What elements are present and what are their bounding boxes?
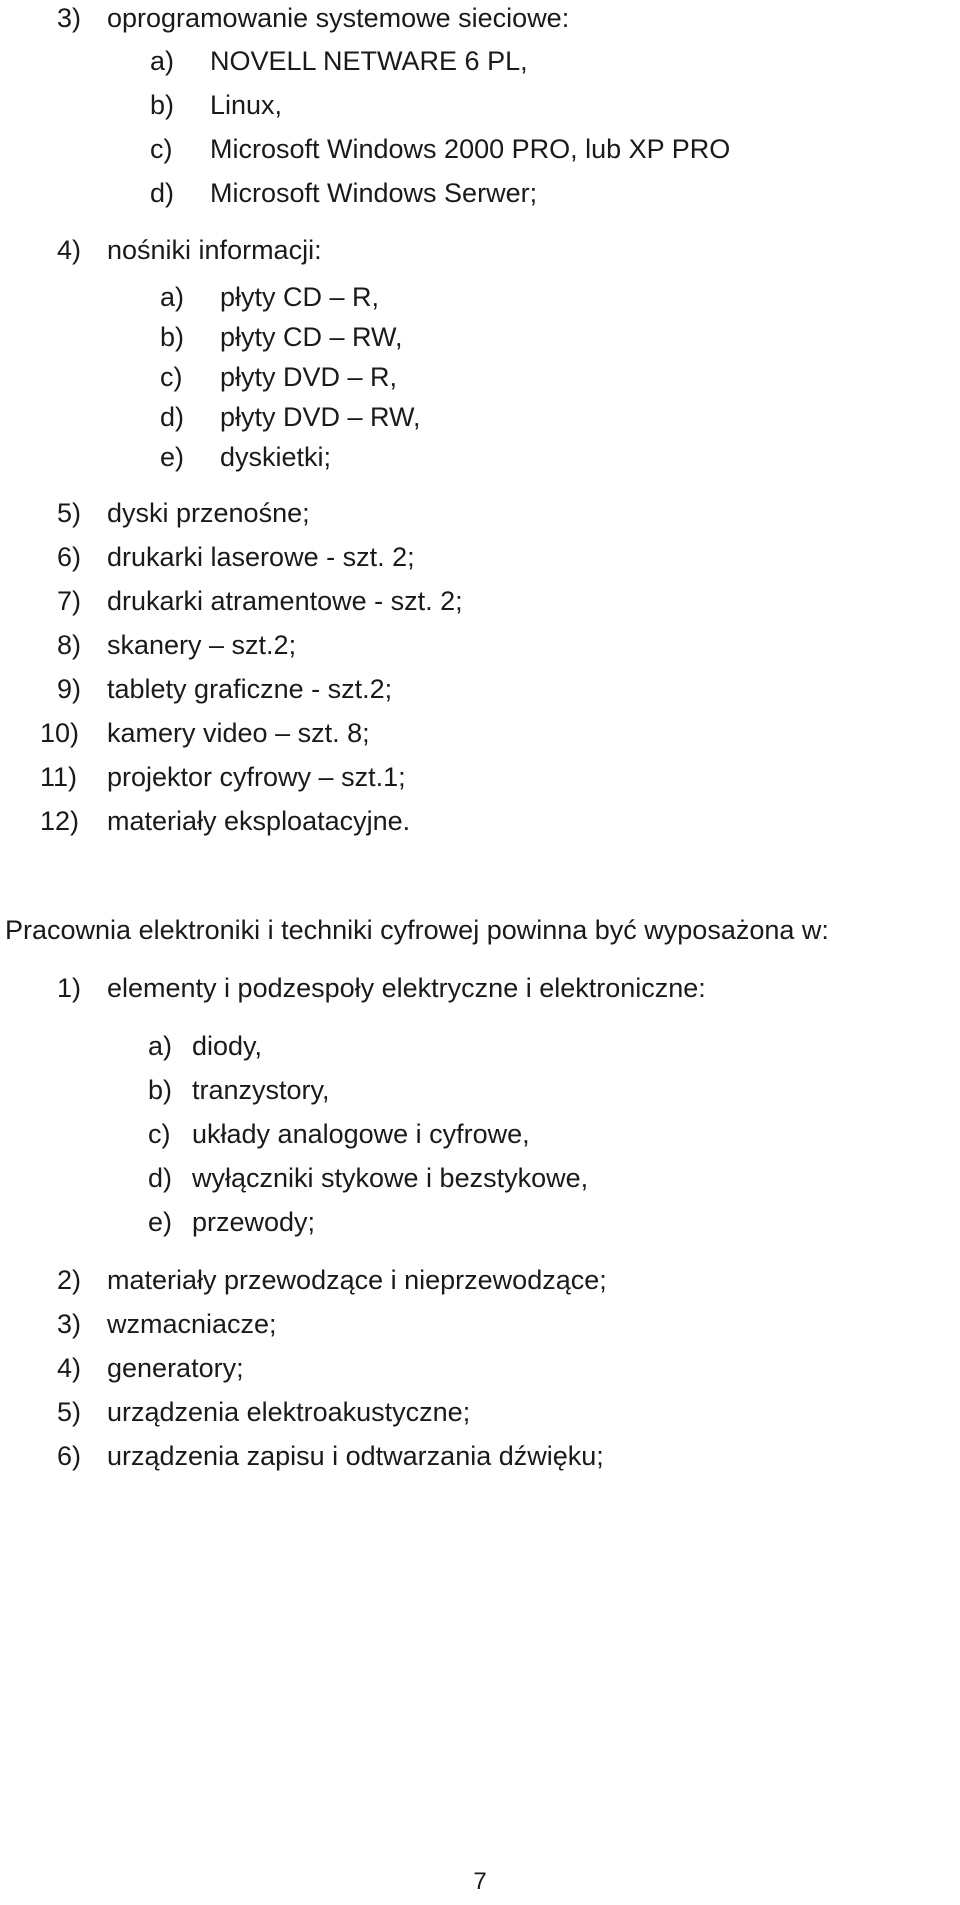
sub-letter: e) <box>148 1207 173 1237</box>
list-text: tablety graficzne - szt.2; <box>107 674 393 704</box>
list-number: 3) <box>57 1309 82 1339</box>
list-number: 1) <box>57 973 82 1003</box>
list-text: drukarki atramentowe - szt. 2; <box>107 586 463 616</box>
sub-text: tranzystory, <box>192 1075 330 1105</box>
page-number: 7 <box>473 1868 487 1895</box>
sub-text: układy analogowe i cyfrowe, <box>192 1119 530 1149</box>
list-text: skanery – szt.2; <box>107 630 297 660</box>
sub-text: wyłączniki stykowe i bezstykowe, <box>192 1163 589 1193</box>
sub-letter: c) <box>148 1119 171 1149</box>
sub-text: przewody; <box>192 1207 316 1237</box>
list-number: 7) <box>57 586 82 616</box>
list-label: oprogramowanie systemowe sieciowe: <box>107 3 570 33</box>
list-number: 9) <box>57 674 82 704</box>
sub-letter: e) <box>160 442 185 472</box>
list-number: 11) <box>40 762 78 792</box>
sub-letter: d) <box>150 178 175 208</box>
list-label: nośniki informacji: <box>107 235 322 265</box>
sub-letter: b) <box>160 322 185 352</box>
list-number: 6) <box>57 1441 82 1471</box>
list-text: materiały eksploatacyjne. <box>107 806 411 836</box>
list-text: urządzenia elektroakustyczne; <box>107 1397 471 1427</box>
section-intro-paragraph: Pracownia elektroniki i techniki cyfrowej powinna być wyposażona w: <box>5 915 829 945</box>
sub-text: Microsoft Windows Serwer; <box>210 178 538 208</box>
sub-text: Linux, <box>210 90 283 120</box>
sub-text: płyty DVD – RW, <box>220 402 421 432</box>
sub-text: NOVELL NETWARE 6 PL, <box>210 46 528 76</box>
list-number: 4) <box>57 235 82 265</box>
sub-text: diody, <box>192 1031 263 1061</box>
list-number: 5) <box>57 498 82 528</box>
list-number: 4) <box>57 1353 82 1383</box>
list-text: urządzenia zapisu i odtwarzania dźwięku; <box>107 1441 604 1471</box>
sub-letter: a) <box>150 46 175 76</box>
sub-letter: a) <box>148 1031 173 1061</box>
sub-letter: b) <box>148 1075 173 1105</box>
list-text: generatory; <box>107 1353 244 1383</box>
list-text: wzmacniacze; <box>107 1309 277 1339</box>
sub-letter: a) <box>160 282 185 312</box>
list-text: dyski przenośne; <box>107 498 310 528</box>
list-label: elementy i podzespoły elektryczne i elektroniczne: <box>107 973 706 1003</box>
sub-text: płyty CD – R, <box>220 282 380 312</box>
sub-letter: d) <box>160 402 185 432</box>
sub-letter: b) <box>150 90 175 120</box>
list-number: 10) <box>40 718 80 748</box>
list-number: 8) <box>57 630 82 660</box>
sub-text: płyty DVD – R, <box>220 362 398 392</box>
sub-text: dyskietki; <box>220 442 332 472</box>
sub-text: Microsoft Windows 2000 PRO, lub XP PRO <box>210 134 731 164</box>
list-number: 2) <box>57 1265 82 1295</box>
list-number: 6) <box>57 542 82 572</box>
sub-letter: c) <box>160 362 183 392</box>
sub-text: płyty CD – RW, <box>220 322 403 352</box>
list-number: 3) <box>57 3 82 33</box>
sub-letter: c) <box>150 134 173 164</box>
list-text: kamery video – szt. 8; <box>107 718 370 748</box>
list-text: drukarki laserowe - szt. 2; <box>107 542 415 572</box>
sub-letter: d) <box>148 1163 173 1193</box>
list-number: 5) <box>57 1397 82 1427</box>
list-text: projektor cyfrowy – szt.1; <box>107 762 406 792</box>
list-text: materiały przewodzące i nieprzewodzące; <box>107 1265 607 1295</box>
list-number: 12) <box>40 806 80 836</box>
